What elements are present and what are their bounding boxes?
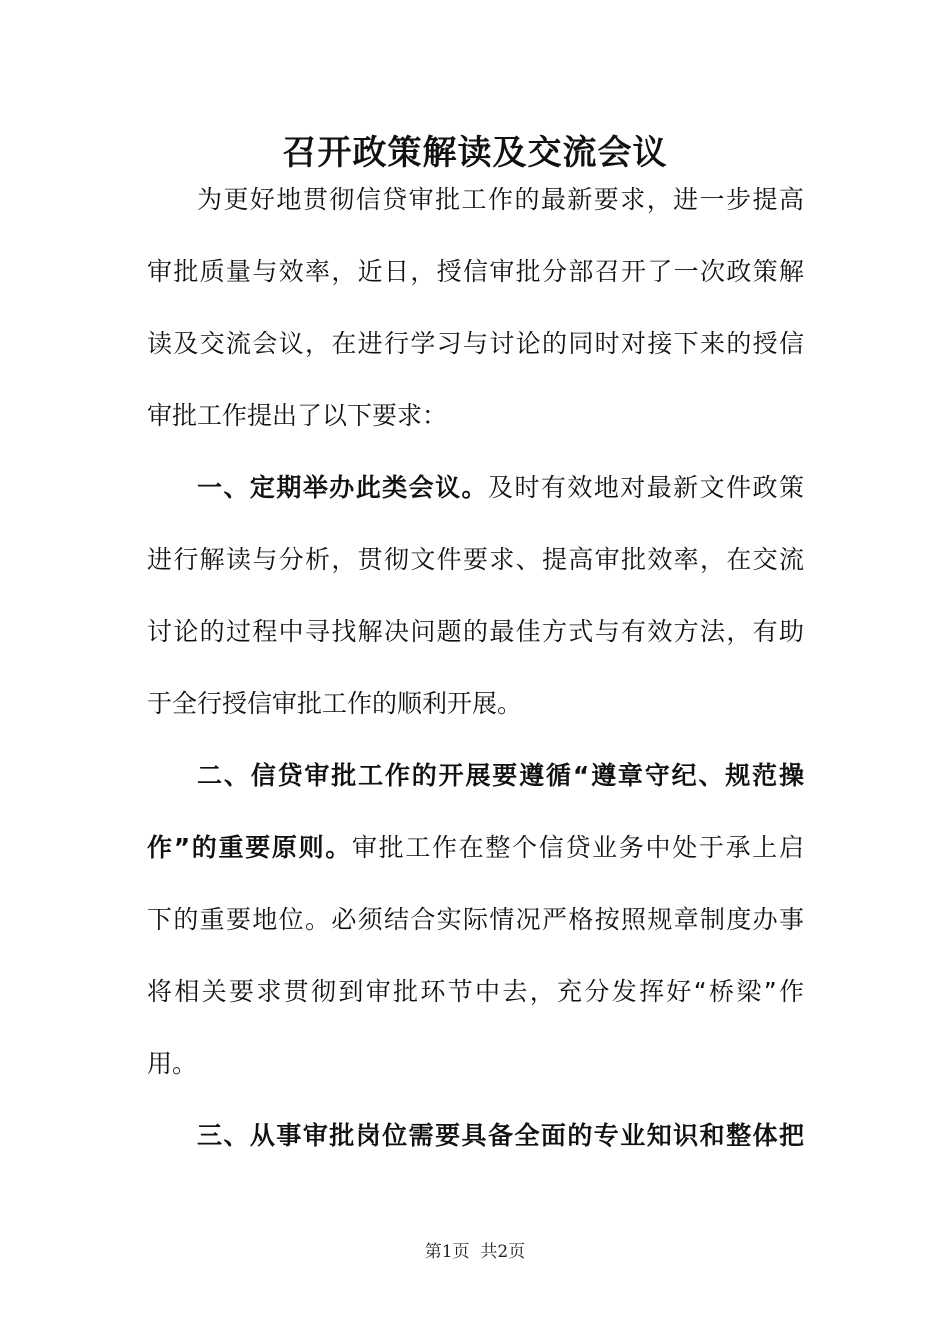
intro-line-2: 审批质量与效率，近日，授信审批分部召开了一次政策解 [147, 257, 804, 286]
item1-line-2: 进行解读与分析，贯彻文件要求、提高审批效率，在交流 [147, 545, 804, 574]
item1-heading: 一、定期举办此类会议。 [197, 473, 488, 502]
item3-first-line [197, 1116, 804, 1156]
item2-heading-part2: 作”的重要原则。 [147, 833, 352, 862]
item2-second-line [147, 828, 804, 868]
item2-line-3: 下的重要地位。必须结合实际情况严格按照规章制度办事 [147, 905, 804, 934]
item2-line-4: 将相关要求贯彻到审批环节中去，充分发挥好“桥梁”作 [147, 977, 804, 1006]
document-title: 召开政策解读及交流会议 [282, 133, 668, 173]
item2-line-5: 用。 [147, 1049, 198, 1078]
item2-second-line-text: 审批工作在整个信贷业务中处于承上启 [351, 833, 804, 862]
item1-line-4: 于全行授信审批工作的顺利开展。 [147, 689, 523, 718]
page-footer: 第1页 共2页 [424, 1242, 526, 1262]
item1-line-3: 讨论的过程中寻找解决问题的最佳方式与有效方法，有助 [147, 617, 804, 646]
item3-heading: 三、从事审批岗位需要具备全面的专业知识和整体把 [197, 1121, 804, 1150]
intro-line-4: 审批工作提出了以下要求： [147, 401, 448, 430]
item1-first-line-text: 及时有效地对最新文件政策 [488, 473, 804, 502]
item1-first-line [197, 468, 804, 508]
intro-line-3: 读及交流会议，在进行学习与讨论的同时对接下来的授信 [147, 329, 804, 358]
intro-line-1: 为更好地贯彻信贷审批工作的最新要求，进一步提高 [197, 185, 804, 214]
item2-heading-part1: 二、信贷审批工作的开展要遵循“遵章守纪、规范操 [197, 761, 804, 790]
item2-first-line [197, 756, 804, 796]
